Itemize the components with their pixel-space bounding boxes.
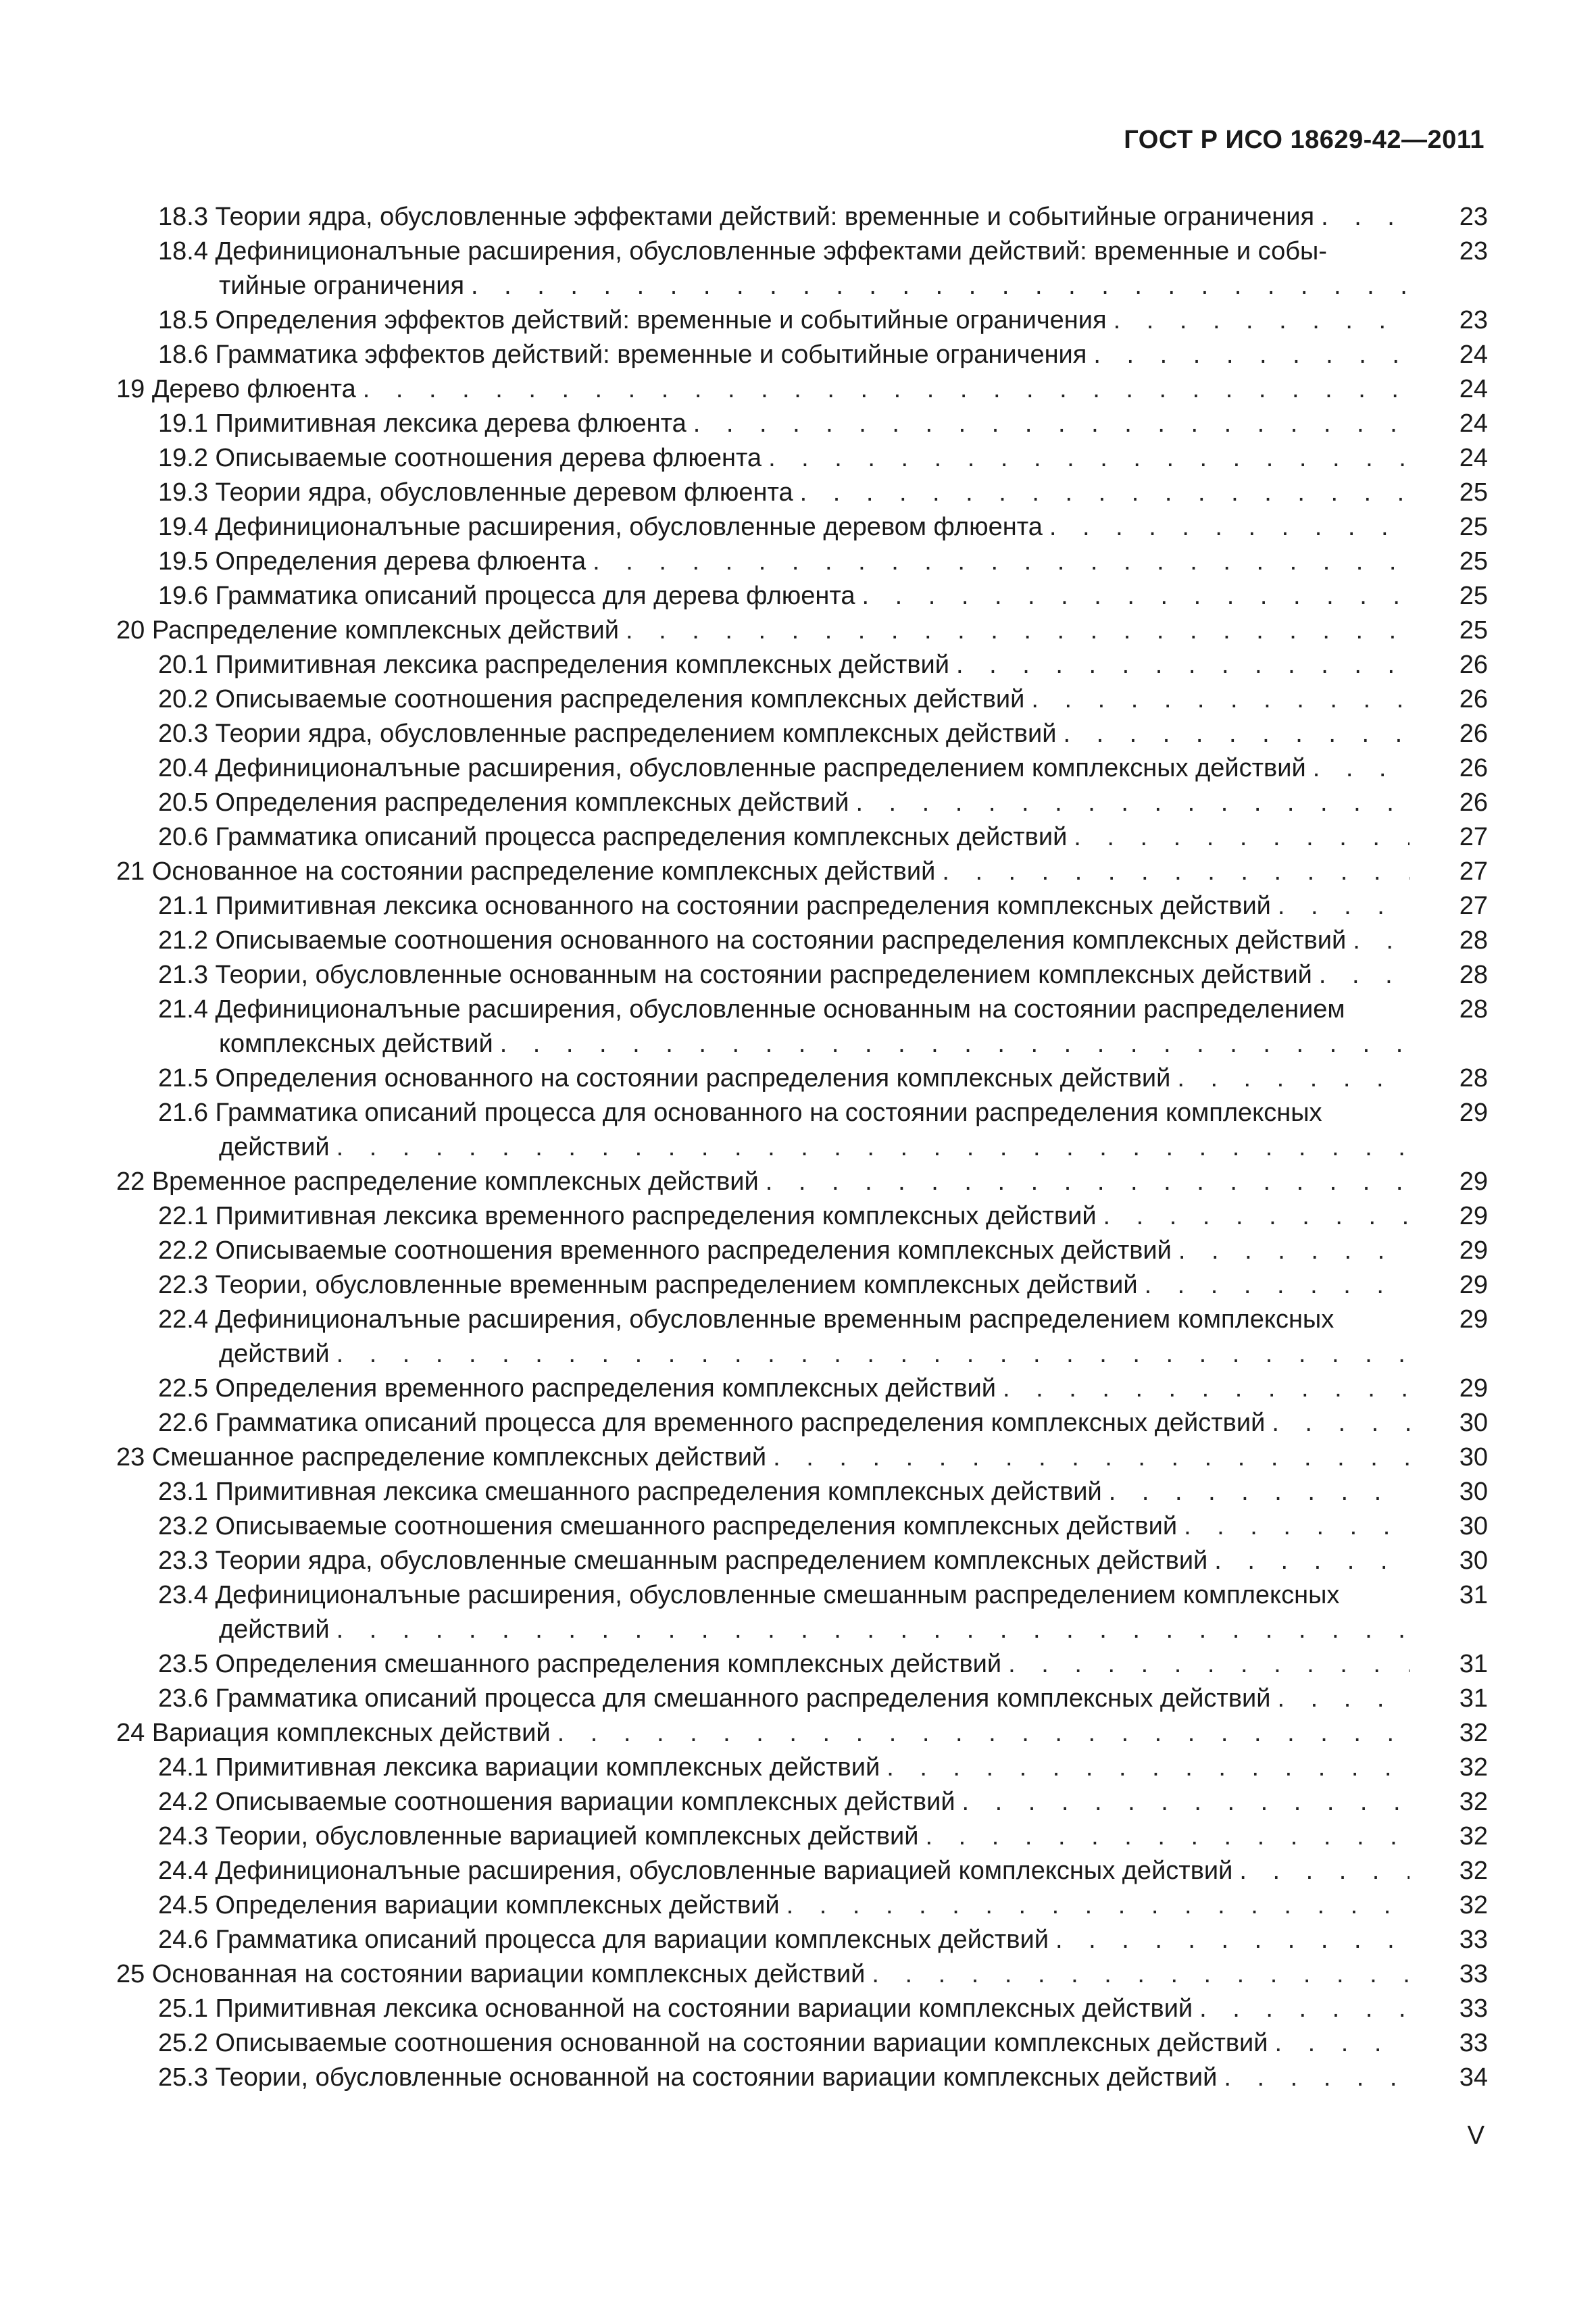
toc-entry-title: 22.5 Определения временного распределения комплексных действий — [158, 1374, 996, 1403]
leader-dots — [1214, 1544, 1410, 1578]
toc-subsection-entry[interactable] — [116, 1854, 1488, 1888]
toc-entry-title: 22 Временное распределение комплексных действий — [116, 1167, 759, 1196]
toc-entry-title: 22.4 Дефиниционалъные расширения, обусловленные временным распределением комплексных — [158, 1305, 1335, 1334]
toc-entry-title: 21.6 Грамматика описаний процесса для основанного на состоянии распределения комплексных — [158, 1099, 1322, 1127]
leader-dots — [1145, 1268, 1410, 1303]
toc-page-number: 34 — [1459, 2063, 1488, 2092]
toc-subsection-entry[interactable] — [116, 1544, 1488, 1578]
toc-page-number: 31 — [1459, 1581, 1488, 1609]
toc-subsection-entry[interactable] — [116, 1199, 1488, 1234]
toc-entry-title: 22.2 Описываемые соотношения временного распределения комплексных действий — [158, 1236, 1172, 1265]
leader-dots — [800, 476, 1410, 510]
toc-subsection-entry[interactable] — [116, 1682, 1488, 1716]
toc-page-number: 23 — [1459, 237, 1488, 266]
toc-subsection-entry[interactable] — [116, 1234, 1488, 1268]
leader-dots — [363, 372, 1410, 407]
toc-entry-title: 19.1 Примитивная лексика дерева флюента — [158, 409, 687, 438]
toc-subsection-entry[interactable] — [116, 786, 1488, 820]
toc-subsection-entry[interactable] — [116, 889, 1488, 924]
toc-page-number: 27 — [1459, 892, 1488, 920]
toc-entry-title: 25.2 Описываемые соотношения основанной на состоянии вариации комплексных действий — [158, 2029, 1268, 2057]
toc-subsection-entry[interactable] — [116, 1303, 1488, 1372]
toc-subsection-entry[interactable] — [116, 510, 1488, 545]
toc-page-number: 23 — [1459, 203, 1488, 231]
leader-dots — [1313, 751, 1410, 786]
toc-entry-title: 19.6 Грамматика описаний процесса для дерева флюента — [158, 582, 855, 610]
toc-page-number: 26 — [1459, 685, 1488, 713]
leader-dots — [1055, 1923, 1410, 1957]
toc-page-number: 29 — [1459, 1236, 1488, 1265]
leader-dots — [1321, 200, 1410, 234]
leader-dots — [336, 1130, 1410, 1165]
toc-subsection-entry[interactable] — [116, 751, 1488, 786]
toc-page-number: 29 — [1459, 1374, 1488, 1403]
toc-entry-title: 19 Дерево флюента — [116, 375, 356, 403]
toc-page-number: 33 — [1459, 2029, 1488, 2057]
toc-page-number: 27 — [1459, 857, 1488, 886]
toc-subsection-entry[interactable] — [116, 1819, 1488, 1854]
toc-page-number: 29 — [1459, 1099, 1488, 1127]
toc-entry-title: 20.3 Теории ядра, обусловленные распределением комплексных действий — [158, 720, 1057, 748]
toc-page-number: 24 — [1459, 341, 1488, 369]
toc-entry-title: 20.6 Грамматика описаний процесса распределения комплексных действий — [158, 823, 1068, 851]
toc-subsection-entry[interactable] — [116, 1096, 1488, 1165]
toc-subsection-entry[interactable] — [116, 441, 1488, 476]
toc-subsection-entry[interactable] — [116, 2061, 1488, 2095]
toc-entry-title: 18.5 Определения эффектов действий: временные и событийные ограничения — [158, 306, 1107, 334]
leader-dots — [1178, 1234, 1410, 1268]
toc-entry-title: 23.5 Определения смешанного распределения комплексных действий — [158, 1650, 1002, 1678]
toc-page-number: 32 — [1459, 1788, 1488, 1816]
toc-section-entry[interactable] — [116, 1957, 1488, 1992]
leader-dots — [956, 648, 1410, 682]
leader-dots — [1008, 1647, 1410, 1682]
toc-entry-title: 25.1 Примитивная лексика основанной на состоянии вариации комплексных действий — [158, 1994, 1193, 2023]
toc-entry-title: 19.2 Описываемые соотношения дерева флюента — [158, 444, 762, 472]
toc-entry-title: 21 Основанное на состоянии распределение комплексных действий — [116, 857, 936, 886]
toc-subsection-entry[interactable] — [116, 924, 1488, 958]
toc-subsection-entry[interactable] — [116, 200, 1488, 234]
toc-page-number: 29 — [1459, 1167, 1488, 1196]
toc-entry-title: 25.3 Теории, обусловленные основанной на состоянии вариации комплексных действий — [158, 2063, 1218, 2092]
toc-subsection-entry[interactable] — [116, 648, 1488, 682]
toc-page-number: 30 — [1459, 1478, 1488, 1506]
toc-subsection-entry[interactable] — [116, 1923, 1488, 1957]
toc-subsection-entry[interactable] — [116, 1268, 1488, 1303]
toc-subsection-entry[interactable] — [116, 1509, 1488, 1544]
toc-page-number: 23 — [1459, 306, 1488, 334]
toc-subsection-entry[interactable] — [116, 476, 1488, 510]
toc-page-number: 29 — [1459, 1305, 1488, 1334]
toc-page-number: 32 — [1459, 1891, 1488, 1919]
toc-subsection-entry[interactable] — [116, 545, 1488, 579]
leader-dots — [557, 1716, 1410, 1751]
toc-subsection-entry[interactable] — [116, 234, 1488, 303]
leader-dots — [1177, 1061, 1410, 1096]
leader-dots — [768, 441, 1410, 476]
toc-page-number: 29 — [1459, 1271, 1488, 1299]
toc-page-number: 26 — [1459, 754, 1488, 782]
toc-entry-title: 21.4 Дефиниционалъные расширения, обусловленные основанным на состоянии распределением — [158, 995, 1345, 1024]
toc-subsection-entry[interactable] — [116, 717, 1488, 751]
toc-entry-title: 23.6 Грамматика описаний процесса для смешанного распределения комплексных действий — [158, 1684, 1271, 1713]
toc-entry-title: 22.3 Теории, обусловленные временным распределением комплексных действий — [158, 1271, 1138, 1299]
toc-entry-title: 21.3 Теории, обусловленные основанным на состоянии распределением комплексных действий — [158, 961, 1312, 989]
leader-dots — [926, 1819, 1410, 1854]
toc-subsection-entry[interactable] — [116, 992, 1488, 1061]
leader-dots — [862, 579, 1410, 613]
leader-dots — [1074, 820, 1410, 855]
toc-page-number: 30 — [1459, 1512, 1488, 1540]
toc-page-number: 30 — [1459, 1546, 1488, 1575]
toc-entry-title: 18.6 Грамматика эффектов действий: временные и событийные ограничения — [158, 341, 1087, 369]
leader-dots — [1063, 717, 1410, 751]
toc-page-number: 28 — [1459, 1064, 1488, 1092]
toc-page-number: 29 — [1459, 1202, 1488, 1230]
toc-section-entry[interactable] — [116, 855, 1488, 889]
leader-dots — [336, 1337, 1410, 1372]
toc-page-number: 31 — [1459, 1684, 1488, 1713]
toc-subsection-entry[interactable] — [116, 1061, 1488, 1096]
toc-entry-title: 21.2 Описываемые соотношения основанного на состоянии распределения комплексных действий — [158, 926, 1347, 955]
toc-subsection-entry[interactable] — [116, 1888, 1488, 1923]
toc-page-number: 26 — [1459, 788, 1488, 817]
toc-subsection-entry[interactable] — [116, 407, 1488, 441]
toc-entry-title: 20.5 Определения распределения комплексных действий — [158, 788, 849, 817]
leader-dots — [1319, 958, 1410, 992]
toc-page-number: 24 — [1459, 375, 1488, 403]
toc-section-entry[interactable] — [116, 372, 1488, 407]
toc-page-number: 24 — [1459, 409, 1488, 438]
leader-dots — [1184, 1509, 1410, 1544]
leader-dots — [766, 1165, 1410, 1199]
toc-entry-title: 24.4 Дефиниционалъные расширения, обусловленные вариацией комплексных действий — [158, 1857, 1233, 1885]
toc-page-number: 24 — [1459, 444, 1488, 472]
toc-subsection-entry[interactable] — [116, 1406, 1488, 1440]
toc-entry-title: 20.4 Дефиниционалъные расширения, обусловленные распределением комплексных действий — [158, 754, 1306, 782]
leader-dots — [1224, 2061, 1410, 2095]
toc-entry-title: 19.3 Теории ядра, обусловленные деревом флюента — [158, 478, 793, 507]
document-header: ГОСТ Р ИСО 18629-42—2011 — [1124, 126, 1485, 154]
toc-subsection-entry[interactable] — [116, 1785, 1488, 1819]
toc-entry-title: 20.2 Описываемые соотношения распределения комплексных действий — [158, 685, 1025, 713]
table-of-contents — [116, 200, 1488, 2095]
toc-page-number: 25 — [1459, 547, 1488, 576]
toc-entry-title: 23.1 Примитивная лексика смешанного распределения комплексных действий — [158, 1478, 1102, 1506]
toc-page-number: 32 — [1459, 1857, 1488, 1885]
leader-dots — [1239, 1854, 1410, 1888]
leader-dots — [1103, 1199, 1410, 1234]
toc-subsection-entry[interactable] — [116, 303, 1488, 338]
toc-entry-title-continuation: действий — [219, 1615, 330, 1644]
leader-dots — [773, 1440, 1410, 1475]
toc-entry-title: 19.4 Дефиниционалъные расширения, обусловленные деревом флюента — [158, 513, 1043, 541]
toc-entry-title: 23 Смешанное распределение комплексных действий — [116, 1443, 767, 1472]
leader-dots — [872, 1957, 1410, 1992]
leader-dots — [336, 1613, 1410, 1647]
toc-page-number: 33 — [1459, 1994, 1488, 2023]
toc-entry-title: 21.1 Примитивная лексика основанного на состоянии распределения комплексных действий — [158, 892, 1271, 920]
toc-entry-title: 23.3 Теории ядра, обусловленные смешанным распределением комплексных действий — [158, 1546, 1208, 1575]
leader-dots — [1003, 1372, 1410, 1406]
toc-page-number: 27 — [1459, 823, 1488, 851]
toc-section-entry[interactable] — [116, 1440, 1488, 1475]
toc-subsection-entry[interactable] — [116, 579, 1488, 613]
toc-entry-title: 24 Вариация комплексных действий — [116, 1719, 551, 1747]
toc-page-number: 33 — [1459, 1960, 1488, 1988]
toc-entry-title: 23.2 Описываемые соотношения смешанного распределения комплексных действий — [158, 1512, 1178, 1540]
leader-dots — [962, 1785, 1410, 1819]
toc-page-number: 26 — [1459, 720, 1488, 748]
toc-entry-title: 24.6 Грамматика описаний процесса для вариации комплексных действий — [158, 1926, 1049, 1954]
toc-page-number: 31 — [1459, 1650, 1488, 1678]
toc-entry-title: 20 Распределение комплексных действий — [116, 616, 619, 645]
toc-entry-title: 20.1 Примитивная лексика распределения комплексных действий — [158, 651, 950, 679]
toc-page-number: 28 — [1459, 961, 1488, 989]
toc-page-number: 28 — [1459, 926, 1488, 955]
toc-page-number: 28 — [1459, 995, 1488, 1024]
toc-subsection-entry[interactable] — [116, 1992, 1488, 2026]
toc-subsection-entry[interactable] — [116, 958, 1488, 992]
toc-subsection-entry[interactable] — [116, 1751, 1488, 1785]
leader-dots — [855, 786, 1410, 820]
toc-page-number: 32 — [1459, 1753, 1488, 1782]
leader-dots — [626, 613, 1410, 648]
leader-dots — [1049, 510, 1410, 545]
toc-entry-title: 21.5 Определения основанного на состоянии распределения комплексных действий — [158, 1064, 1171, 1092]
toc-entry-title: 19.5 Определения дерева флюента — [158, 547, 587, 576]
leader-dots — [593, 545, 1410, 579]
toc-page-number: 32 — [1459, 1822, 1488, 1851]
leader-dots — [471, 269, 1410, 303]
leader-dots — [942, 855, 1410, 889]
toc-entry-title: 18.4 Дефиниционалъные расширения, обусловленные эффектами действий: временные и собы- — [158, 237, 1327, 266]
toc-subsection-entry[interactable] — [116, 682, 1488, 717]
leader-dots — [1275, 2026, 1410, 2061]
toc-subsection-entry[interactable] — [116, 2026, 1488, 2061]
leader-dots — [1114, 303, 1410, 338]
toc-page-number: 25 — [1459, 513, 1488, 541]
toc-subsection-entry[interactable] — [116, 820, 1488, 855]
toc-entry-title-continuation: комплексных действий — [219, 1030, 493, 1058]
toc-entry-title: 25 Основанная на состоянии вариации комплексных действий — [116, 1960, 866, 1988]
toc-entry-title: 18.3 Теории ядра, обусловленные эффектами действий: временные и событийные ограничения — [158, 203, 1315, 231]
toc-page-number: 26 — [1459, 651, 1488, 679]
leader-dots — [787, 1888, 1410, 1923]
toc-page-number: 25 — [1459, 616, 1488, 645]
toc-page-number: 25 — [1459, 582, 1488, 610]
leader-dots — [1031, 682, 1410, 717]
leader-dots — [887, 1751, 1410, 1785]
toc-page-number: 25 — [1459, 478, 1488, 507]
toc-entry-title: 24.2 Описываемые соотношения вариации комплексных действий — [158, 1788, 955, 1816]
leader-dots — [500, 1027, 1410, 1061]
leader-dots — [1353, 924, 1410, 958]
toc-page-number: 33 — [1459, 1926, 1488, 1954]
toc-subsection-entry[interactable] — [116, 1578, 1488, 1647]
toc-subsection-entry[interactable] — [116, 1372, 1488, 1406]
toc-entry-title: 22.6 Грамматика описаний процесса для временного распределения комплексных действий — [158, 1409, 1266, 1437]
leader-dots — [1272, 1406, 1410, 1440]
toc-section-entry[interactable] — [116, 613, 1488, 648]
toc-entry-title: 24.5 Определения вариации комплексных действий — [158, 1891, 780, 1919]
toc-entry-title: 23.4 Дефиниционалъные расширения, обусловленные смешанным распределением комплексных — [158, 1581, 1340, 1609]
leader-dots — [1199, 1992, 1410, 2026]
toc-entry-title-continuation: действий — [219, 1340, 330, 1368]
toc-subsection-entry[interactable] — [116, 1647, 1488, 1682]
toc-page-number: 30 — [1459, 1409, 1488, 1437]
toc-entry-title-continuation: тийные ограничения — [219, 272, 465, 300]
toc-subsection-entry[interactable] — [116, 338, 1488, 372]
toc-entry-title-continuation: действий — [219, 1133, 330, 1161]
leader-dots — [693, 407, 1410, 441]
toc-page-number: 30 — [1459, 1443, 1488, 1472]
toc-page-number: 32 — [1459, 1719, 1488, 1747]
leader-dots — [1277, 1682, 1410, 1716]
toc-entry-title: 24.3 Теории, обусловленные вариацией комплексных действий — [158, 1822, 919, 1851]
leader-dots — [1093, 338, 1410, 372]
toc-entry-title: 22.1 Примитивная лексика временного распределения комплексных действий — [158, 1202, 1097, 1230]
toc-section-entry[interactable] — [116, 1716, 1488, 1751]
leader-dots — [1109, 1475, 1410, 1509]
leader-dots — [1278, 889, 1410, 924]
toc-subsection-entry[interactable] — [116, 1475, 1488, 1509]
toc-section-entry[interactable] — [116, 1165, 1488, 1199]
page-number: V — [1467, 2121, 1485, 2150]
toc-entry-title: 24.1 Примитивная лексика вариации комплексных действий — [158, 1753, 880, 1782]
